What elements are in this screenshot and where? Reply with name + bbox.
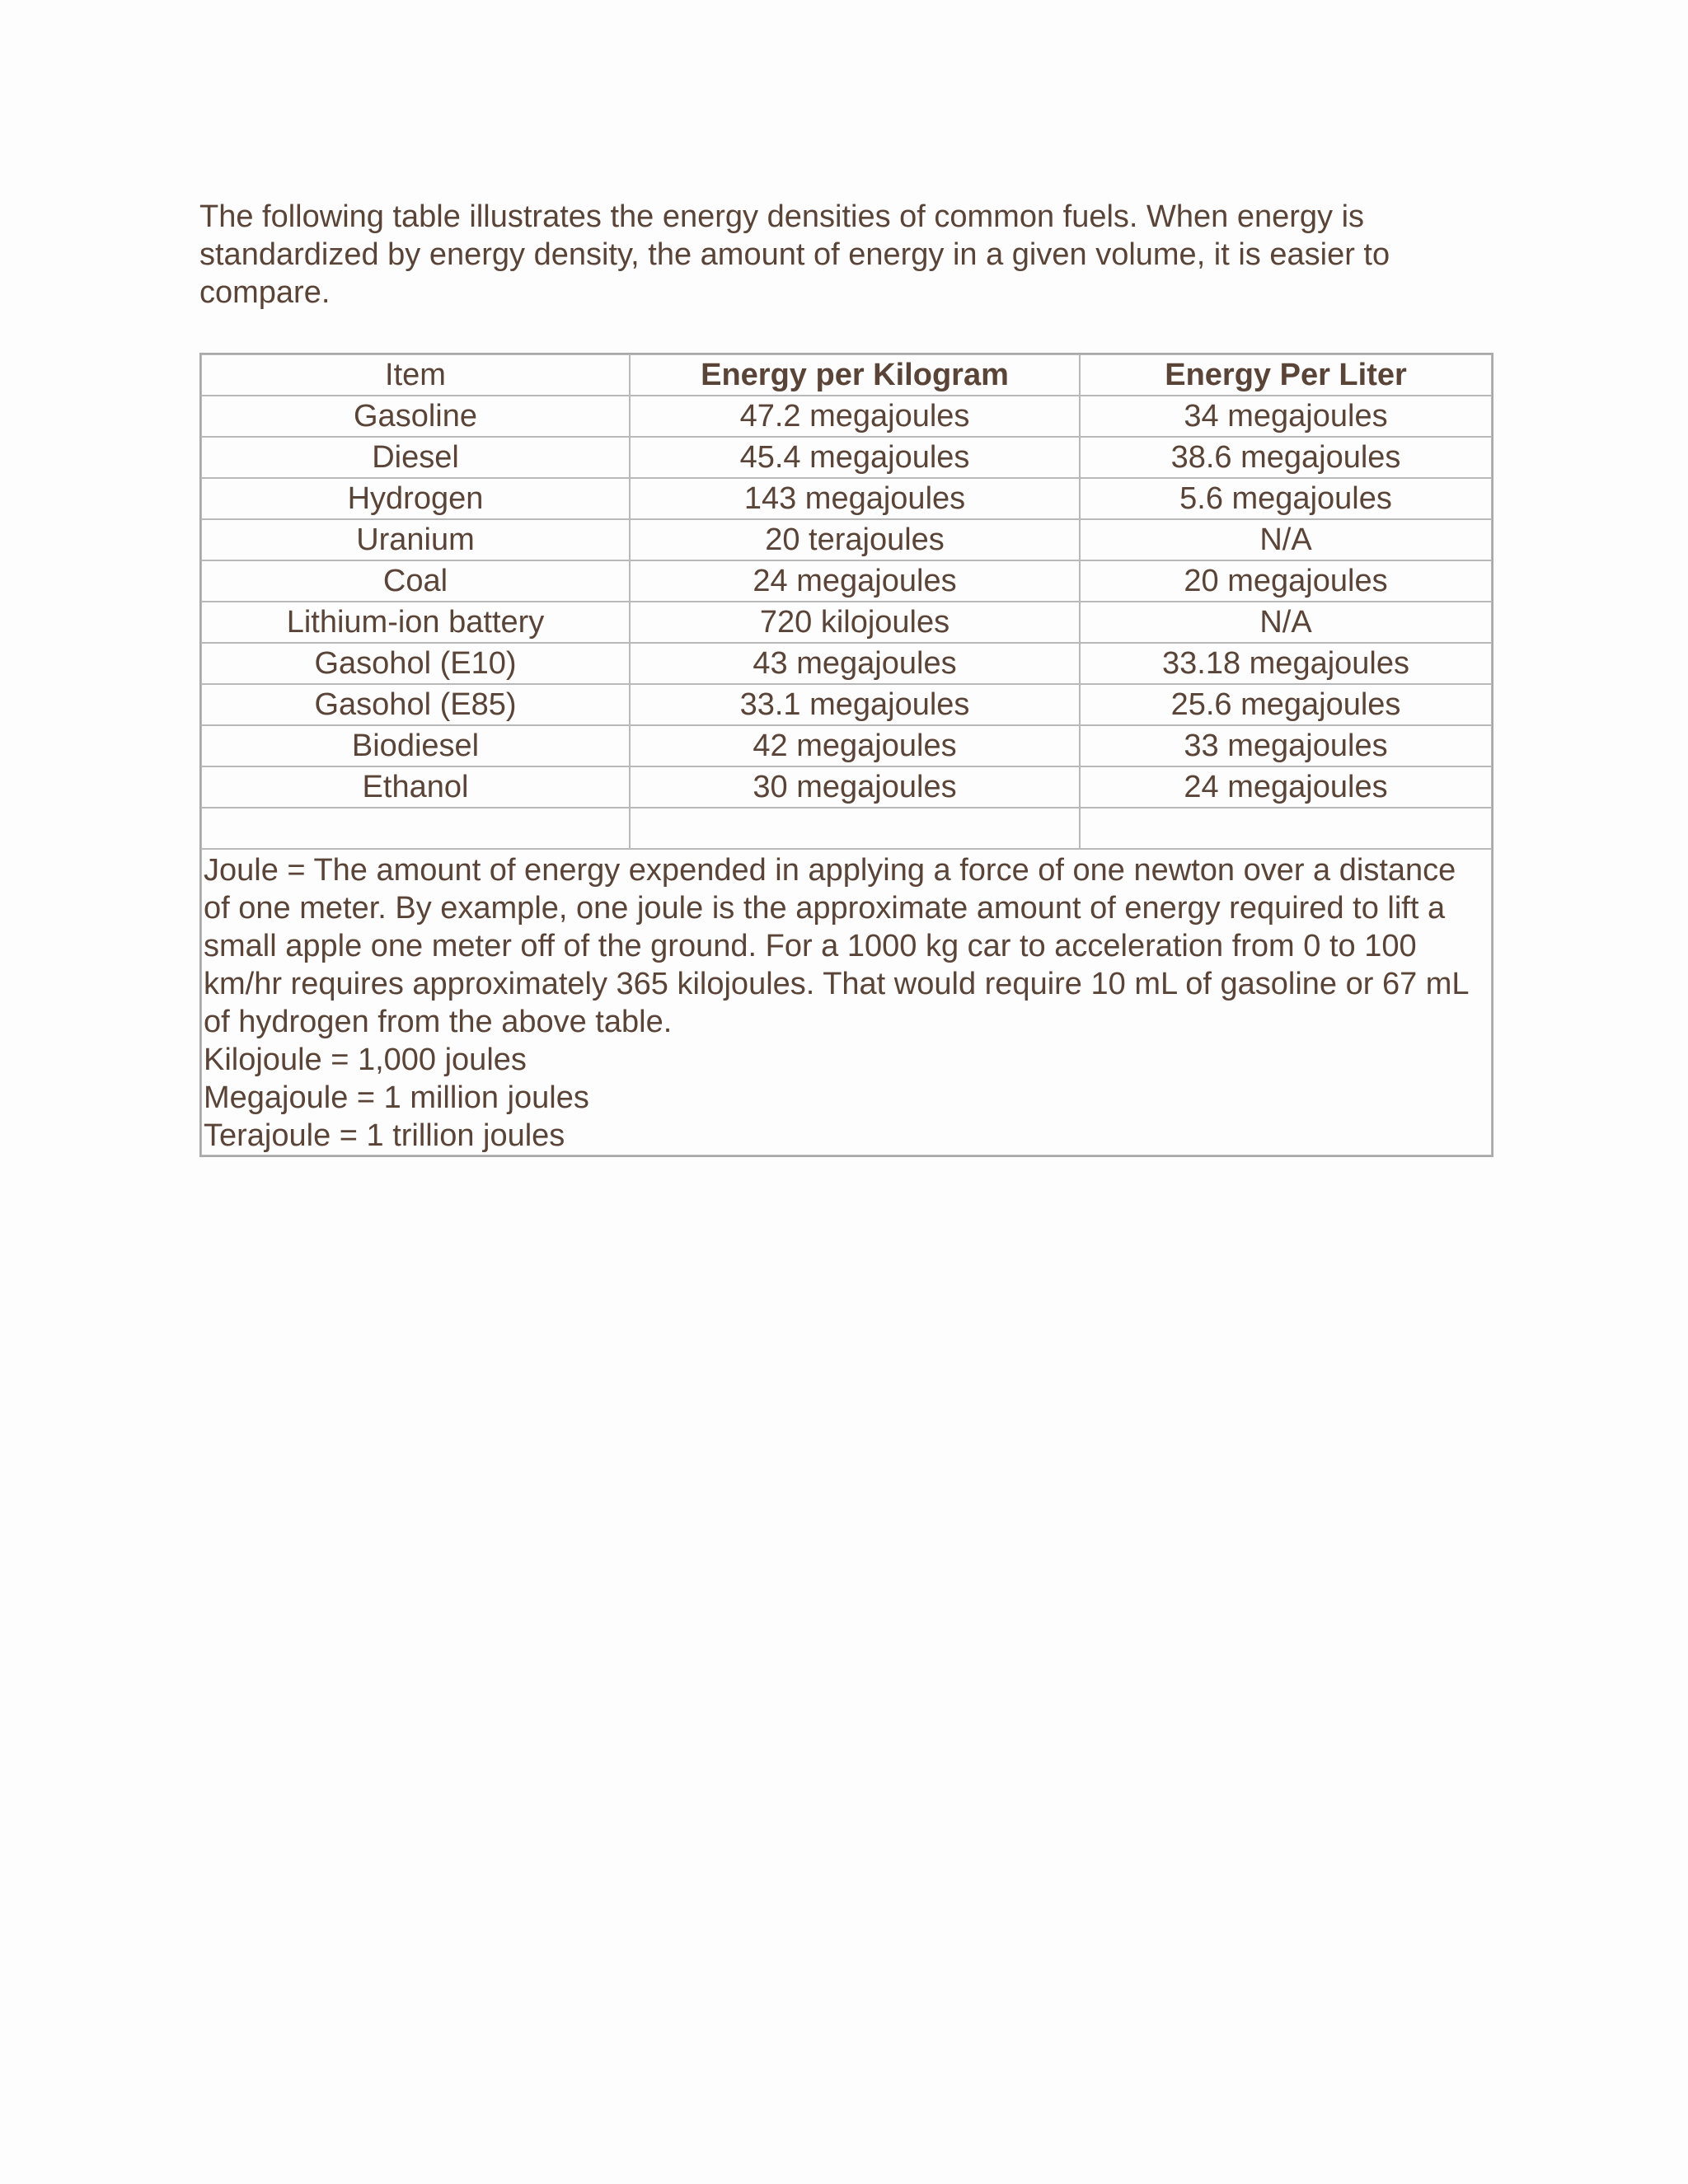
intro-paragraph: The following table illustrates the energy densities of common fuels. When energy is standardized by energy density, the amount of energy in a given volume, it is easier to compare.: [199, 199, 1390, 310]
item-cell: Ethanol: [201, 766, 630, 808]
header-energy-per-kilogram: Energy per Kilogram: [630, 354, 1080, 396]
per-kilogram-cell: 143 megajoules: [630, 478, 1080, 519]
megajoule-definition: Megajoule = 1 million joules: [204, 1080, 589, 1115]
per-liter-cell: 25.6 megajoules: [1080, 684, 1492, 725]
table-row: [201, 396, 1492, 437]
per-liter-cell: 24 megajoules: [1080, 766, 1492, 808]
energy-density-table: [199, 353, 1493, 1157]
header-energy-per-liter: Energy Per Liter: [1080, 354, 1492, 396]
item-cell: Hydrogen: [201, 478, 630, 519]
per-liter-cell: 33 megajoules: [1080, 725, 1492, 766]
per-kilogram-cell: 42 megajoules: [630, 725, 1080, 766]
per-kilogram-cell: 720 kilojoules: [630, 602, 1080, 643]
per-liter-cell: 34 megajoules: [1080, 396, 1492, 437]
per-kilogram-cell: 47.2 megajoules: [630, 396, 1080, 437]
per-kilogram-cell: 43 megajoules: [630, 643, 1080, 684]
per-liter-cell: 38.6 megajoules: [1080, 437, 1492, 478]
per-kilogram-cell: 20 terajoules: [630, 519, 1080, 560]
notes-row: [201, 849, 1492, 1155]
item-cell: Gasohol (E85): [201, 684, 630, 725]
table-row: [201, 684, 1492, 725]
item-cell: Gasohol (E10): [201, 643, 630, 684]
table-row: [201, 643, 1492, 684]
notes-cell: [201, 849, 1492, 1155]
per-liter-cell: N/A: [1080, 602, 1492, 643]
table-row: [201, 725, 1492, 766]
per-liter-cell: 20 megajoules: [1080, 560, 1492, 602]
per-kilogram-cell: 24 megajoules: [630, 560, 1080, 602]
item-cell: Lithium-ion battery: [201, 602, 630, 643]
item-cell: Diesel: [201, 437, 630, 478]
empty-cell: [630, 808, 1080, 849]
table-row: [201, 437, 1492, 478]
item-cell: Coal: [201, 560, 630, 602]
empty-cell: [1080, 808, 1492, 849]
joule-definition: Joule = The amount of energy expended in applying a force of one newton over a distance of one meter. By example, one joule is the approximate amount of energy required to lift a small apple one meter off of the ground. For a 1000 kg car to acceleration from 0 to 100 km/hr requires approximately 365 kilojoules. That would require 10 mL of gasoline or 67 mL of hydrogen from the above table.: [204, 853, 1469, 1039]
table-row: [201, 519, 1492, 560]
table-row: [201, 766, 1492, 808]
header-item: Item: [201, 354, 630, 396]
per-kilogram-cell: 33.1 megajoules: [630, 684, 1080, 725]
terajoule-definition: Terajoule = 1 trillion joules: [204, 1118, 565, 1153]
table-row: [201, 560, 1492, 602]
item-cell: Gasoline: [201, 396, 630, 437]
empty-cell: [201, 808, 630, 849]
per-kilogram-cell: 45.4 megajoules: [630, 437, 1080, 478]
empty-table-row: [201, 808, 1492, 849]
table-header-row: [201, 354, 1492, 396]
table-row: [201, 478, 1492, 519]
item-cell: Biodiesel: [201, 725, 630, 766]
table-row: [201, 602, 1492, 643]
per-liter-cell: 5.6 megajoules: [1080, 478, 1492, 519]
per-liter-cell: N/A: [1080, 519, 1492, 560]
per-kilogram-cell: 30 megajoules: [630, 766, 1080, 808]
per-liter-cell: 33.18 megajoules: [1080, 643, 1492, 684]
kilojoule-definition: Kilojoule = 1,000 joules: [204, 1043, 527, 1077]
item-cell: Uranium: [201, 519, 630, 560]
